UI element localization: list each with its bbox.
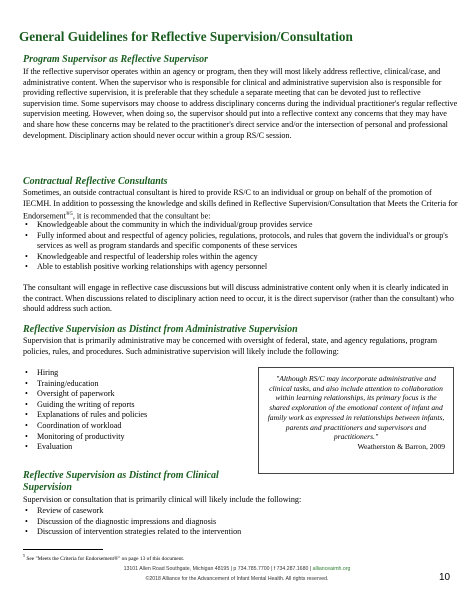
pull-quote-text: "Although RS/C may incorporate administrative and clinical tasks, and also include attention to collaboration within learning relationships, its primary focus is the shared exploration of the emotional content of infant and family work as expressed in relationships between infants, parents and practitioners and supervisors and practitioners."	[267, 374, 445, 442]
list-item: • Coordination of workload	[23, 421, 243, 432]
footer-copyright: ©2018 Alliance for the Advancement of Infant Mental Health. All rights reserved.	[145, 576, 329, 582]
pull-quote-attribution: Weatherston & Barron, 2009	[357, 441, 445, 451]
footnote-mark: 5	[23, 553, 25, 558]
footer-contact	[0, 566, 474, 572]
section-body-administrative-supervision: Supervision that is primarily administrative may be concerned with oversight of federal, state, and agency regulations, program policies, rules, and procedures. Such administrative supervision will likely include the following:	[23, 336, 438, 356]
section-heading-administrative-supervision: Reflective Supervision as Distinct from Administrative Supervision	[23, 324, 298, 335]
list-item: • Knowledgeable and respectful of leadership roles within the agency	[23, 252, 460, 263]
footnote-divider	[23, 549, 103, 550]
body-text-tail: , it is recommended that the consultant be:	[72, 211, 211, 221]
pull-quote-box	[258, 367, 454, 474]
section-heading-contractual-consultants: Contractual Reflective Consultants	[23, 176, 168, 187]
consultant-criteria-list	[23, 220, 460, 273]
list-item: • Guiding the writing of reports	[23, 400, 243, 411]
section-body-clinical-supervision: Supervision or consultation that is primarily clinical will likely include the following:	[23, 495, 302, 504]
list-item: • Discussion of intervention strategies related to the intervention	[23, 527, 460, 538]
section-heading-program-supervisor: Program Supervisor as Reflective Supervisor	[23, 54, 208, 65]
section-heading-clinical-supervision: Reflective Supervision as Distinct from Clinical	[23, 470, 219, 481]
list-item: • Knowledgeable about the community in which the individual/group provides service	[23, 220, 460, 231]
list-item: • Fully informed about and respectful of agency policies, regulations, protocols, and rules that govern the individual's or group's services as well as program standards and specific components of these services	[23, 231, 460, 252]
footer-website-link[interactable]: allianceaimh.org	[312, 566, 351, 572]
list-item: • Hiring	[23, 368, 243, 379]
page-number: 10	[439, 572, 451, 583]
section-body-program-supervisor: If the reflective supervisor operates within an agency or program, then they will most likely address reflective, clinical/case, and administrative content. When the supervisor who is responsible for clinical and administrative supervision also is responsible for providing reflective supervision, it is preferable that they schedule a separate meeting that can be devoted just to reflective supervision time. Some supervisors may choose to address disciplinary concerns during the individual practitioner's regular reflective supervision meeting. However, when doing so, the supervisor should put into a reflective context any concerns that they may have and share how these concerns may be related to the practitioner's direct service and/or the intersection of personal and professional development. Disciplinary action should never occur within a group RS/C session.	[23, 67, 458, 140]
list-item: • Oversight of paperwork	[23, 389, 243, 400]
footnote	[23, 553, 184, 562]
administrative-duties-list	[23, 368, 243, 453]
list-item: • Explanations of rules and policies	[23, 410, 243, 421]
list-item: • Discussion of the diagnostic impressions and diagnosis	[23, 517, 460, 528]
body-text: Sometimes, an outside contractual consultant is hired to provide RS/C to an individual or group on behalf of the promotion of IECMH. In addition to possessing the knowledge and skills defined in Reflective Supervision/Consultation that Meets the Criteria for Endorsement	[23, 188, 458, 221]
footer-address: 13101 Allen Road Southgate, Michigan 48195 | p 734.785.7700 | f 734.287.1680 |	[123, 566, 313, 572]
section-body-contractual-consultants	[23, 188, 460, 223]
clinical-duties-list	[23, 506, 460, 538]
list-item: • Evaluation	[23, 442, 243, 453]
footnote-text: See "Meets the Criteria for Endorsement®" on page 13 of this document.	[25, 555, 185, 562]
page-title: General Guidelines for Reflective Supervision/Consultation	[19, 29, 353, 44]
list-item: • Monitoring of productivity	[23, 432, 243, 443]
consultant-closing-paragraph: The consultant will engage in reflective case discussions but will discuss administrative content only when it is clearly indicated in the contract. When discussions related to disciplinary action need to occur, it is the direct supervisor (rather than the consultant) who should address such action.	[23, 283, 454, 314]
list-item: • Review of casework	[23, 506, 460, 517]
list-item: • Training/education	[23, 379, 243, 390]
list-item: • Able to establish positive working relationships with agency personnel	[23, 262, 460, 273]
section-heading-clinical-supervision-cont: Supervision	[23, 482, 72, 493]
footnote-reference: ®5	[65, 211, 73, 218]
